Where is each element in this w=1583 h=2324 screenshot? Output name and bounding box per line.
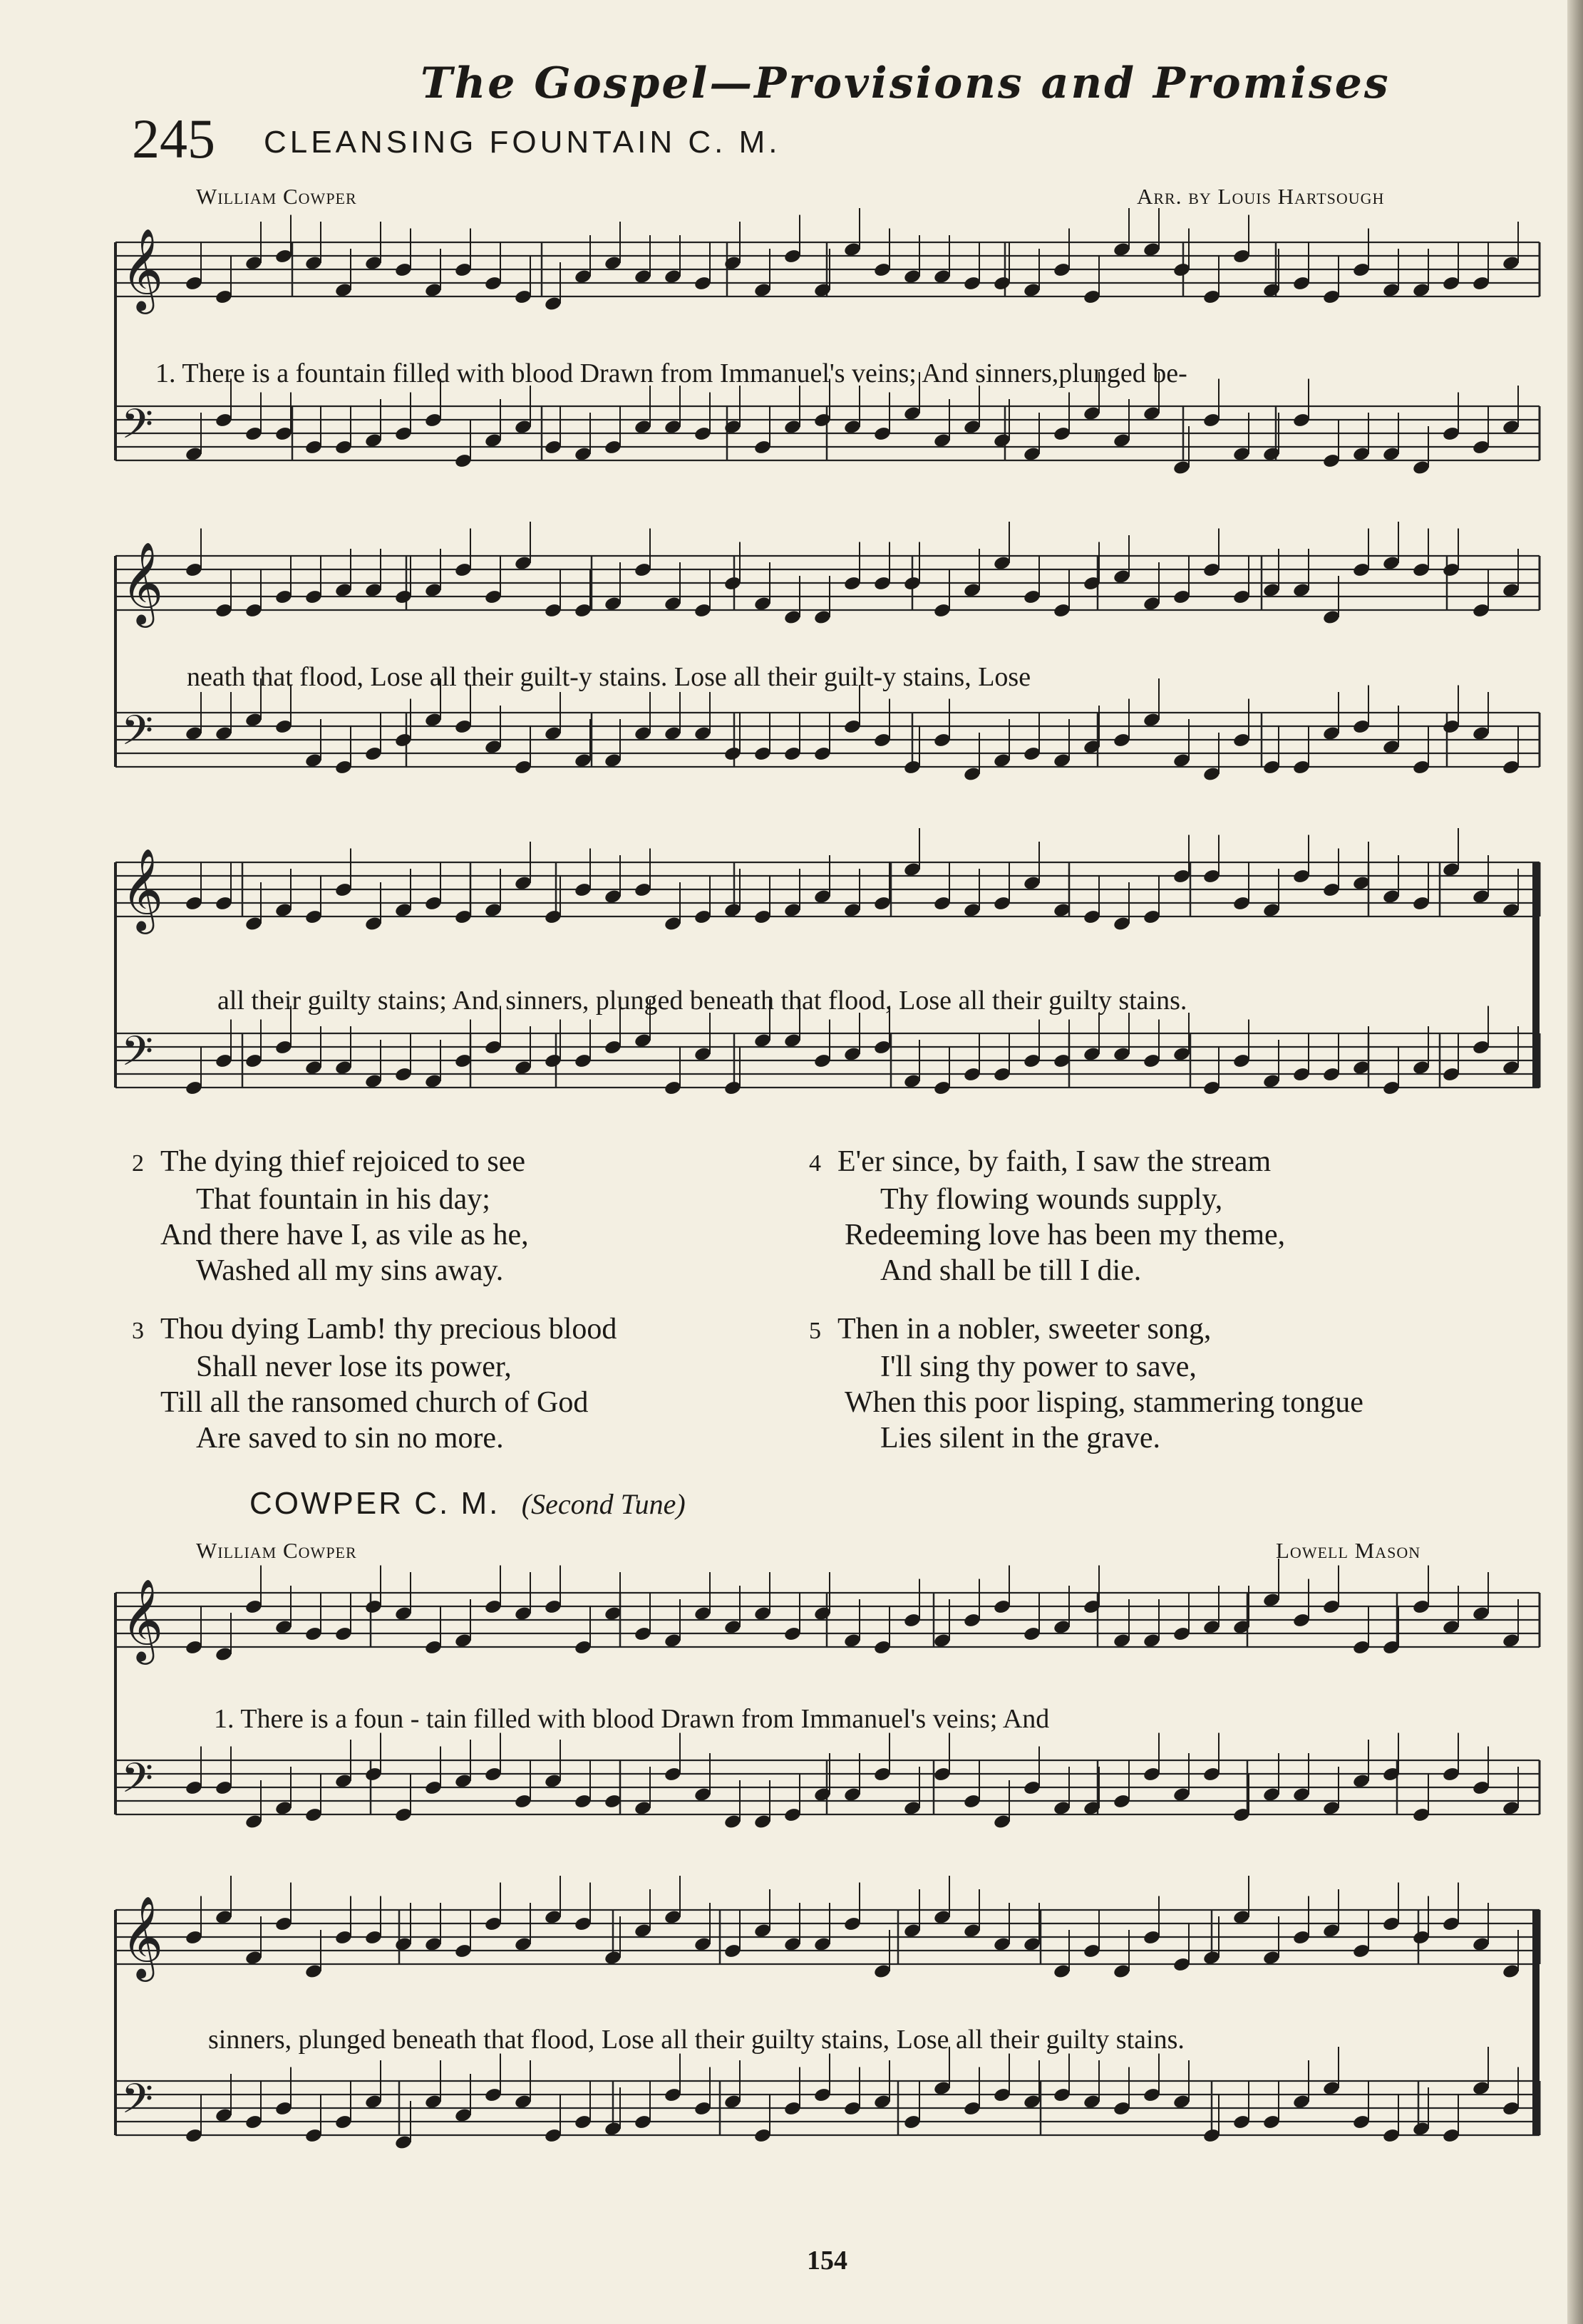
bass-clef-icon: 𝄢 [121,706,154,765]
treble-clef-icon: 𝄞 [121,227,164,311]
hymn1-lyrics-line3: all their guilty stains; And sinners, plunged beneath that flood, Lose all their guilty stains. [217,986,1187,1016]
verse-line: Thou dying Lamb! thy precious blood [160,1313,617,1346]
treble-clef-icon: 𝄞 [121,1578,164,1661]
page-edge [1567,0,1583,2324]
verse-line: That fountain in his day; [196,1183,490,1216]
verse-line: I'll sing thy power to save, [880,1350,1197,1383]
verse-number: 4 [809,1150,821,1177]
verse-number: 3 [132,1318,144,1344]
verse-line: Then in a nobler, sweeter song, [837,1313,1212,1346]
verse-line: And there have I, as vile as he, [160,1219,529,1251]
verse-line: When this poor lisping, stammering tongue [845,1386,1363,1419]
page-number: 154 [807,2246,847,2276]
verse-line: The dying thief rejoiced to see [160,1145,525,1178]
verse-line: Shall never lose its power, [196,1350,512,1383]
verse-line: Thy flowing wounds supply, [880,1183,1223,1216]
treble-clef-icon: 𝄞 [121,541,164,624]
verse-number: 2 [132,1150,144,1177]
final-bar [1532,1910,1540,2135]
words-credit: William Cowper [196,184,357,209]
verse-5 [809,1311,1564,1456]
hymn-title: CLEANSING FOUNTAIN C. M. [264,125,781,160]
hymn2-title [249,1486,686,1522]
verse-number: 5 [809,1318,821,1344]
verse-line: E'er since, by faith, I saw the stream [837,1145,1272,1178]
hymn2-title-text: COWPER C. M. [249,1486,500,1521]
verse-2 [132,1144,809,1288]
bass-clef-icon: 𝄢 [121,1754,154,1812]
treble-clef-icon: 𝄞 [121,1895,164,1978]
verse-line: Lies silent in the grave. [880,1422,1161,1455]
hymn2-lyrics-line2: sinners, plunged beneath that flood, Lose all their guilty stains, Lose all their guilty stains. [208,2025,1185,2055]
verse-line: Washed all my sins away. [196,1254,504,1287]
hymn1-lyrics-line2: neath that flood, Lose all their guilt-y stains. Lose all their guilt-y stains, Lose [187,662,1031,692]
bass-clef-icon: 𝄢 [121,1027,154,1085]
verse-line: And shall be till I die. [880,1254,1142,1287]
bass-clef-icon: 𝄢 [121,2075,154,2133]
hymn2-subtitle: (Second Tune) [521,1488,686,1520]
verse-line: Redeeming love has been my theme, [845,1219,1286,1251]
bass-clef-icon: 𝄢 [121,400,154,458]
hymn2-lyrics-line1: 1. There is a foun - tain filled with blood Drawn from Immanuel's veins; And [214,1704,1050,1734]
hymn2-music-credit: Lowell Mason [1276,1538,1421,1563]
music-credit: Arr. by Louis Hartsough [1137,184,1385,209]
hymn-number: 245 [132,108,215,170]
treble-clef-icon: 𝄞 [121,847,164,931]
verse-line: Till all the ransomed church of God [160,1386,589,1419]
section-heading: The Gospel—Provisions and Promises [421,58,1391,108]
verse-3 [132,1311,809,1456]
verse-line: Are saved to sin no more. [196,1422,504,1455]
hymn1-lyrics-line1: 1. There is a fountain filled with blood Drawn from Immanuel's veins; And sinners,plunged be- [155,358,1187,388]
final-bar [1532,862,1540,1088]
verse-4 [809,1144,1557,1288]
hymn2-words-credit: William Cowper [196,1538,357,1563]
